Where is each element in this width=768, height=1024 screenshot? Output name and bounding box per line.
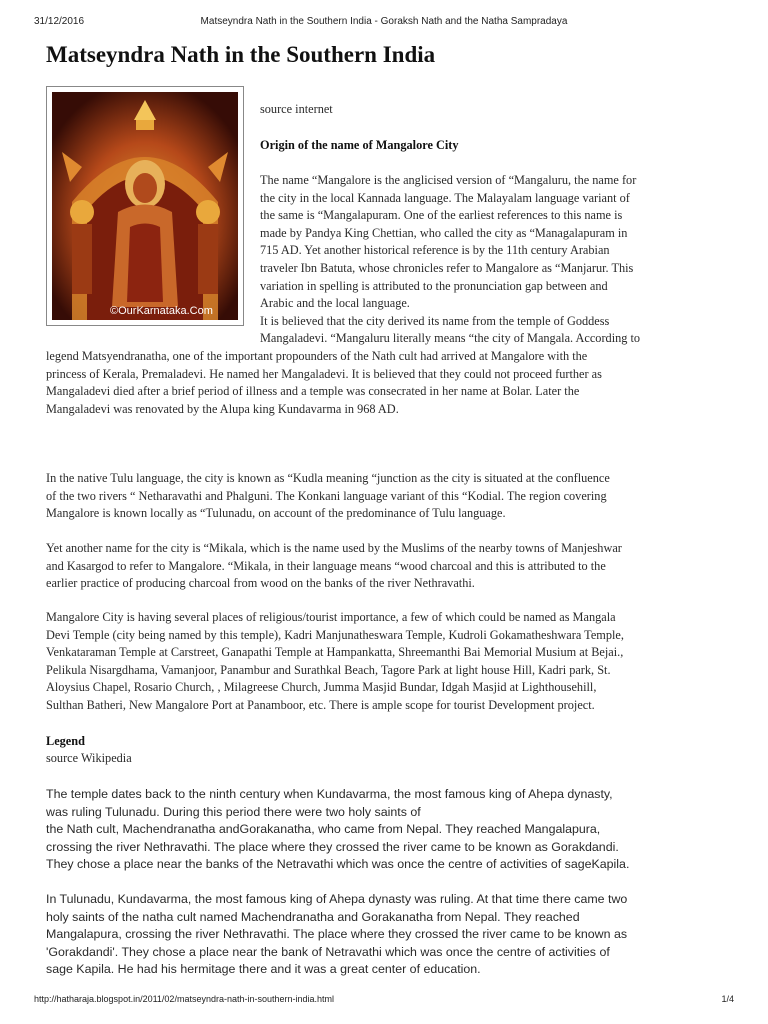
text-line: made by Pandya King Chettian, who called the city as “Managalapuram in [260,225,628,240]
temple-deity-image [46,86,244,326]
paragraph-temple-history [46,786,629,874]
text-line: The name “Mangalore is the anglicised version of “Mangaluru, the name for [260,173,637,187]
text-line: Devi Temple (city being named by this temple), Kadri Manjunatheswara Temple, Kudroli Gokamatheshwara Temple, [46,627,624,642]
text-line: They chose a place near the banks of the Netravathi which was once the centre of activities of sageKapila. [46,857,630,872]
article-title: Matseyndra Nath in the Southern India [46,42,436,67]
paragraph-mikala-name [46,540,622,593]
text-line: The temple dates back to the ninth century when Kundavarma, the most famous king of Ahepa dynasty, [46,787,613,801]
text-line: was ruling Tulunadu. During this period there were two holy saints of [46,804,421,819]
text-line: traveler Ibn Batuta, whose chronicles refer to Mangalore as “Manjarur. This [260,260,634,275]
paragraph-tulu-name [46,470,610,523]
text-line: crossing the river Nethravathi. The place where they crossed the river came to be known as Gorakdandi. [46,839,619,854]
text-line: Mangaladevi died after a brief period of illness and a temple was consecrated in her name at Bolar. Later the [46,384,580,399]
origin-heading: Origin of the name of Mangalore City [260,138,459,152]
text-line: Sulthan Batheri, New Mangalore Port at Panamboor, etc. There is ample scope for tourist Development project. [46,697,595,712]
text-line: earlier practice of producing charcoal from wood on the banks of the river Nethravathi. [46,576,475,591]
source-wikipedia-label: source Wikipedia [46,751,132,765]
text-line: Mangaladevi. “Mangaluru literally means “the city of Mangala. According to [260,331,641,346]
text-line: the same is “Mangalapuram. One of the earliest references to this name is [260,208,623,223]
text-line: Aloysius Chapel, Rosario Church, , Milagreese Church, Jumma Masjid Bundar, Idgah Masjid at Lighthousehill, [46,680,597,695]
temple-deity-picture [52,92,238,320]
paragraph-name-origin-continued [46,348,602,418]
text-line: Yet another name for the city is “Mikala, which is the name used by the Muslims of the nearby towns of Manjeshwar [46,541,622,555]
page-number: 1/4 [721,994,734,1004]
text-line: 'Gorakdandi'. They chose a place near the bank of Netravathi which was once the centre of activities of [46,944,610,959]
text-line: the city in the local Kannada language. The Malayalam language variant of [260,190,630,205]
text-line: 715 AD. Yet another historical reference is by the 11th century Arabian [260,243,610,258]
text-line: Arabic and the local language. [260,296,410,311]
text-line: of the two rivers “ Netharavathi and Phalguni. The Konkani language variant of this “Kodial. The region covering [46,488,607,503]
print-page-title: Matseyndra Nath in the Southern India - Goraksh Nath and the Natha Sampradaya [200,16,568,27]
legend-heading: Legend [46,734,85,748]
paragraph-name-origin [260,172,640,348]
text-line: variation in spelling is attributed to the pronunciation gap between and [260,278,608,293]
print-date: 31/12/2016 [34,16,85,27]
image-watermark: ©OurKarnataka.Com [110,305,213,317]
text-line: Venkataraman Temple at Carstreet, Ganapathi Temple at Hampankatta, Shreemanthi Bai Memorial Musium at Bejai., [46,645,624,660]
text-line: It is believed that the city derived its name from the temple of Goddess [260,313,610,328]
text-line: Pelikula Nisargdhama, Vamanjoor, Panambur and Surathkal Beach, Tagore Park at light house Hill, Kadri park, St. [46,662,611,677]
text-line: the Nath cult, Machendranatha andGorakanatha, who came from Nepal. They reached Mangalapura, [46,822,601,837]
text-line: Mangalore City is having several places of religious/tourist importance, a few of which could be named as Mangala [46,610,616,624]
text-line: sage Kapila. He had his hermitage there and it was a great center of education. [46,962,481,977]
text-line: and Kasargod to refer to Mangalore. “Mikala, in their language means “wood charcoal and this is attributed to the [46,558,606,573]
text-line: princess of Kerala, Premaladevi. He named her Mangaladevi. It is believed that they could not proceed further as [46,366,602,381]
text-line: In the native Tulu language, the city is known as “Kudla meaning “junction as the city is situated at the confluence [46,471,610,485]
text-line: Mangalore is known locally as “Tulunadu, on account of the predominance of Tulu language. [46,506,506,521]
text-line: Mangaladevi was renovated by the Alupa king Kundavarma in 968 AD. [46,401,399,416]
paragraph-tourist-places [46,609,624,715]
source-internet-label: source internet [260,102,333,116]
paragraph-tulunadu-saints [46,891,627,979]
print-url: http://hatharaja.blogspot.in/2011/02/matseyndra-nath-in-southern-india.html [34,994,335,1004]
text-line: In Tulunadu, Kundavarma, the most famous king of Ahepa dynasty was ruling. At that time there came two [46,892,628,906]
text-line: holy saints of the natha cult named Machendranatha and Gorakanatha from Nepal. They reached [46,909,580,924]
text-line: Mangalapura, crossing the river Nethravathi. The place where they crossed the river came to be known as [46,927,628,942]
text-line: legend Matsyendranatha, one of the important propounders of the Nath cult had arrived at Mangalore with the [46,349,588,363]
